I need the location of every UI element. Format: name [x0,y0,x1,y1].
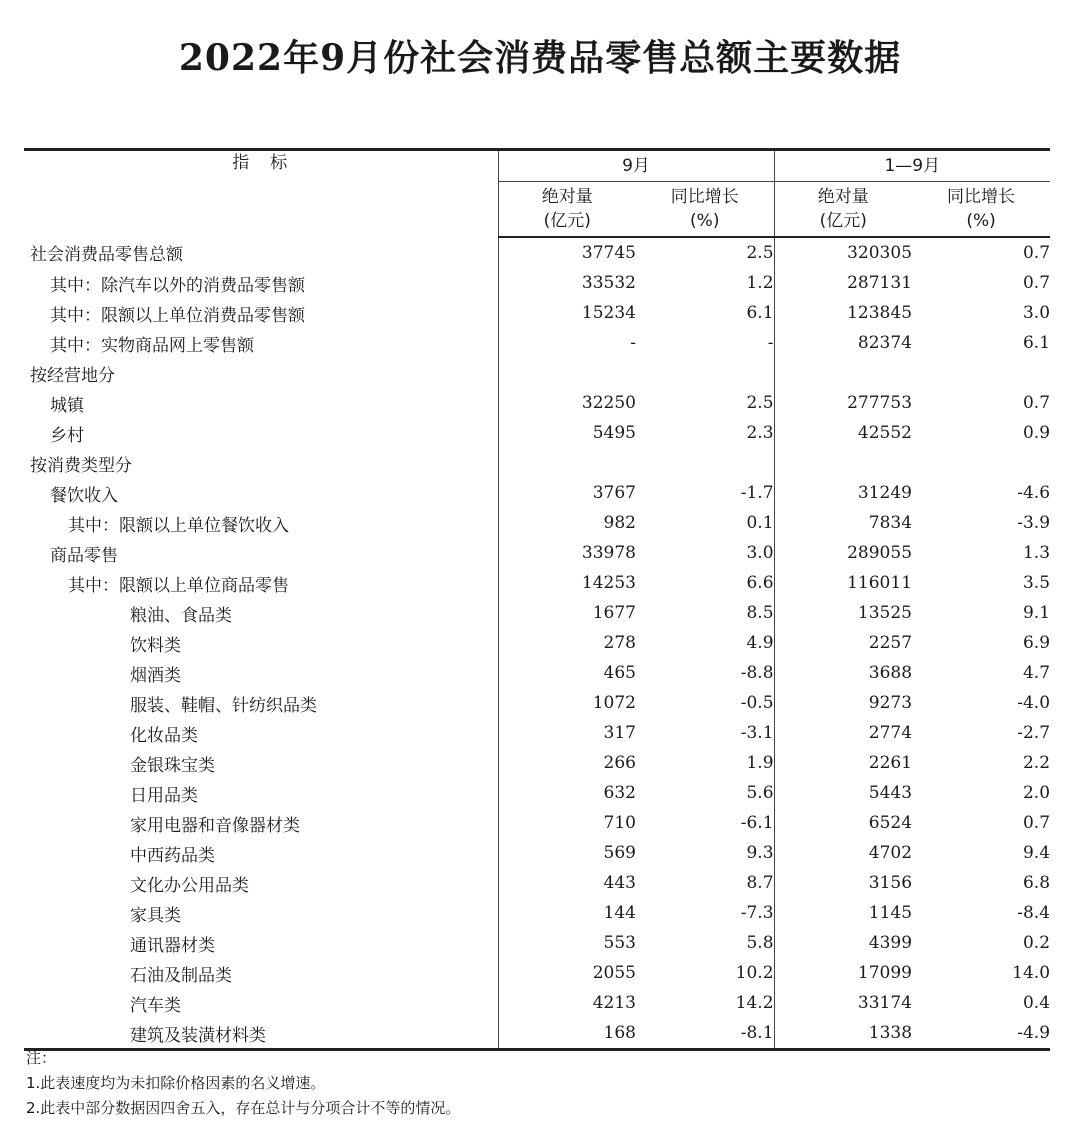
cell-cum-abs [774,448,912,478]
cell-sep-yoy: -3.1 [740,723,774,743]
cell-sep-abs: 710 [603,813,636,833]
note-line: 1.此表速度均为未扣除价格因素的名义增速。 [26,1074,326,1092]
table-row [24,268,1050,298]
cell-sep-abs: 465 [603,663,636,683]
cell-sep-yoy: -8.1 [740,1023,774,1043]
cell-cum-abs: 2261 [774,748,912,778]
cell-sep-abs: 443 [603,873,636,893]
cell-cum-yoy: 6.1 [1022,333,1051,353]
cell-sep-abs: 553 [603,933,636,953]
table-row [24,568,1050,598]
row-label: 乡村 [24,418,498,448]
cell-cum-abs: 4702 [774,838,912,868]
cell-sep-yoy: 9.3 [746,843,774,863]
cell-sep-yoy: 14.2 [735,993,774,1013]
cell-cum-abs: 17099 [774,958,912,988]
cell-sep-yoy: 8.7 [746,873,774,893]
cell-cum-abs: 4399 [774,928,912,958]
cell-cum-abs: 13525 [774,598,912,628]
cell-cum-yoy: 3.5 [1022,573,1051,593]
cell-cum-abs: 3156 [774,868,912,898]
cell-cum-yoy: 1.3 [1022,543,1051,563]
cell-sep-abs: - [630,333,636,353]
cell-cum-abs: 6524 [774,808,912,838]
cell-sep-abs: 37745 [581,243,636,263]
table-row [24,1018,1050,1050]
row-label: 家用电器和音像器材类 [24,808,498,838]
cell-sep-abs: 15234 [581,303,636,323]
cell-cum-abs: 289055 [774,538,912,568]
cell-sep-yoy: 1.2 [746,273,774,293]
cell-sep-abs: 4213 [592,993,636,1013]
table-row [24,388,1050,418]
table-row [24,418,1050,448]
cell-cum-abs: 31249 [774,478,912,508]
cell-cum-abs: 1145 [774,898,912,928]
cell-sep-yoy: 8.5 [746,603,774,623]
cell-sep-yoy: -1.7 [740,483,774,503]
cell-cum-yoy: -4.0 [1017,693,1051,713]
row-label: 商品零售 [24,538,498,568]
row-label: 餐饮收入 [24,478,498,508]
cell-sep-abs: 33532 [581,273,636,293]
group-header-september: 9月 [498,150,774,182]
col-header-abs-cum-line2: (亿元) [819,211,867,231]
cell-sep-abs: 982 [603,513,636,533]
cell-sep-abs: 632 [603,783,636,803]
table-body [24,237,1050,1050]
cell-cum-abs: 123845 [774,298,912,328]
cell-sep-abs: 266 [603,753,636,773]
cell-cum-yoy: 0.9 [1022,423,1051,443]
cell-cum-yoy: -3.9 [1017,513,1051,533]
cell-sep-yoy: 5.6 [746,783,774,803]
note-line: 2.此表中部分数据因四舍五入，存在总计与分项合计不等的情况。 [26,1099,461,1117]
cell-sep-yoy: - [767,333,774,353]
cell-cum-abs: 277753 [774,388,912,418]
cell-cum-yoy: 0.7 [1022,813,1051,833]
table-row [24,298,1050,328]
cell-cum-abs: 82374 [774,328,912,358]
cell-cum-yoy: 0.7 [1022,243,1051,263]
table-row [24,448,1050,478]
indicator-header: 指 标 [24,150,498,238]
row-label: 城镇 [24,388,498,418]
cell-cum-yoy: 3.0 [1022,303,1051,323]
row-label: 按消费类型分 [24,448,498,478]
cell-sep-yoy: 2.5 [746,243,774,263]
cell-cum-yoy: 9.1 [1022,603,1051,623]
cell-sep-abs: 144 [603,903,636,923]
col-header-yoy-line1: 同比增长 [670,187,739,207]
col-header-abs-line1: 绝对量 [541,187,593,207]
table-row [24,898,1050,928]
row-label: 服装、鞋帽、针纺织品类 [24,688,498,718]
cell-sep-abs [498,358,636,388]
cell-cum-yoy: 2.0 [1022,783,1051,803]
cell-cum-abs: 287131 [774,268,912,298]
col-header-yoy-cum [912,182,1050,238]
cell-sep-abs: 33978 [581,543,636,563]
cell-sep-abs: 32250 [581,393,636,413]
cell-sep-abs: 3767 [592,483,636,503]
cell-sep-yoy [636,358,774,388]
table-row [24,478,1050,508]
row-label: 烟酒类 [24,658,498,688]
row-label: 其中：限额以上单位餐饮收入 [24,508,498,538]
cell-sep-abs: 14253 [581,573,636,593]
cell-cum-yoy: 0.4 [1022,993,1051,1013]
row-label: 粮油、食品类 [24,598,498,628]
cell-cum-yoy: -4.9 [1017,1023,1051,1043]
cell-sep-yoy [636,448,774,478]
row-label: 金银珠宝类 [24,748,498,778]
cell-sep-abs: 1072 [592,693,636,713]
table-row [24,718,1050,748]
col-header-abs-cum-line1: 绝对量 [817,187,869,207]
cell-cum-abs: 2774 [774,718,912,748]
table-row [24,508,1050,538]
cell-cum-abs: 116011 [774,568,912,598]
col-header-yoy-line2: (%) [690,211,720,231]
group-header-jan-sep: 1—9月 [774,150,1050,182]
cell-sep-yoy: 2.5 [746,393,774,413]
cell-sep-abs [498,448,636,478]
cell-sep-abs: 317 [603,723,636,743]
cell-cum-yoy: 2.2 [1022,753,1051,773]
cell-sep-yoy: -6.1 [740,813,774,833]
row-label: 其中：限额以上单位商品零售 [24,568,498,598]
cell-sep-yoy: 3.0 [746,543,774,563]
table-row [24,598,1050,628]
cell-sep-yoy: 4.9 [746,633,774,653]
row-label: 其中：除汽车以外的消费品零售额 [24,268,498,298]
table-row [24,808,1050,838]
cell-sep-yoy: 0.1 [746,513,774,533]
row-label: 通讯器材类 [24,928,498,958]
row-label: 家具类 [24,898,498,928]
cell-sep-abs: 1677 [592,603,636,623]
cell-cum-yoy: 4.7 [1022,663,1051,683]
cell-sep-abs: 2055 [592,963,636,983]
row-label: 汽车类 [24,988,498,1018]
row-label: 按经营地分 [24,358,498,388]
cell-cum-yoy: -2.7 [1017,723,1051,743]
col-header-abs-cum [774,182,912,238]
table-row [24,328,1050,358]
cell-sep-abs: 569 [603,843,636,863]
cell-cum-abs [774,358,912,388]
notes-label: 注： [26,1049,57,1067]
cell-cum-yoy [912,448,1050,478]
table-row [24,868,1050,898]
cell-cum-yoy: 6.9 [1022,633,1051,653]
cell-sep-abs: 278 [603,633,636,653]
cell-sep-yoy: -7.3 [740,903,774,923]
cell-cum-abs: 5443 [774,778,912,808]
cell-cum-yoy: 6.8 [1022,873,1051,893]
cell-cum-abs: 9273 [774,688,912,718]
table-row [24,838,1050,868]
row-label: 建筑及装潢材料类 [24,1018,498,1050]
cell-cum-abs: 320305 [774,237,912,268]
cell-sep-yoy: -0.5 [740,693,774,713]
cell-cum-abs: 2257 [774,628,912,658]
cell-sep-yoy: 1.9 [746,753,774,773]
cell-cum-abs: 42552 [774,418,912,448]
table-row [24,748,1050,778]
cell-sep-yoy: 5.8 [746,933,774,953]
col-header-yoy-cum-line1: 同比增长 [947,187,1016,207]
cell-cum-abs: 33174 [774,988,912,1018]
row-label: 社会消费品零售总额 [24,237,498,268]
row-label: 饮料类 [24,628,498,658]
cell-sep-yoy: 6.1 [746,303,774,323]
cell-cum-yoy: 14.0 [1012,963,1051,983]
cell-sep-yoy: 6.6 [746,573,774,593]
cell-cum-abs: 1338 [774,1018,912,1050]
retail-sales-table [24,148,1050,1051]
page-title: 2022年9月份社会消费品零售总额主要数据 [178,37,902,79]
cell-cum-yoy [912,358,1050,388]
row-label: 文化办公用品类 [24,868,498,898]
table-row [24,237,1050,268]
table-row [24,538,1050,568]
cell-cum-yoy: 9.4 [1022,843,1051,863]
header-row-groups [24,150,1050,182]
cell-sep-yoy: -8.8 [740,663,774,683]
col-header-abs-line2: (亿元) [543,211,591,231]
notes [26,1046,460,1121]
row-label: 日用品类 [24,778,498,808]
cell-sep-abs: 168 [603,1023,636,1043]
cell-cum-yoy: -4.6 [1017,483,1051,503]
cell-cum-yoy: 0.2 [1022,933,1051,953]
table-row [24,958,1050,988]
table-row [24,628,1050,658]
table-row [24,688,1050,718]
cell-sep-abs: 5495 [592,423,636,443]
table-row [24,358,1050,388]
cell-cum-abs: 3688 [774,658,912,688]
table-row [24,778,1050,808]
row-label: 中西药品类 [24,838,498,868]
cell-sep-yoy: 2.3 [746,423,774,443]
col-header-yoy [636,182,774,238]
row-label: 其中：实物商品网上零售额 [24,328,498,358]
row-label: 化妆品类 [24,718,498,748]
row-label: 其中：限额以上单位消费品零售额 [24,298,498,328]
table-row [24,988,1050,1018]
cell-cum-abs: 7834 [774,508,912,538]
table-row [24,928,1050,958]
cell-cum-yoy: 0.7 [1022,273,1051,293]
col-header-abs [498,182,636,238]
row-label: 石油及制品类 [24,958,498,988]
table-row [24,658,1050,688]
cell-cum-yoy: -8.4 [1017,903,1051,923]
col-header-yoy-cum-line2: (%) [966,211,996,231]
cell-cum-yoy: 0.7 [1022,393,1051,413]
cell-sep-yoy: 10.2 [735,963,774,983]
